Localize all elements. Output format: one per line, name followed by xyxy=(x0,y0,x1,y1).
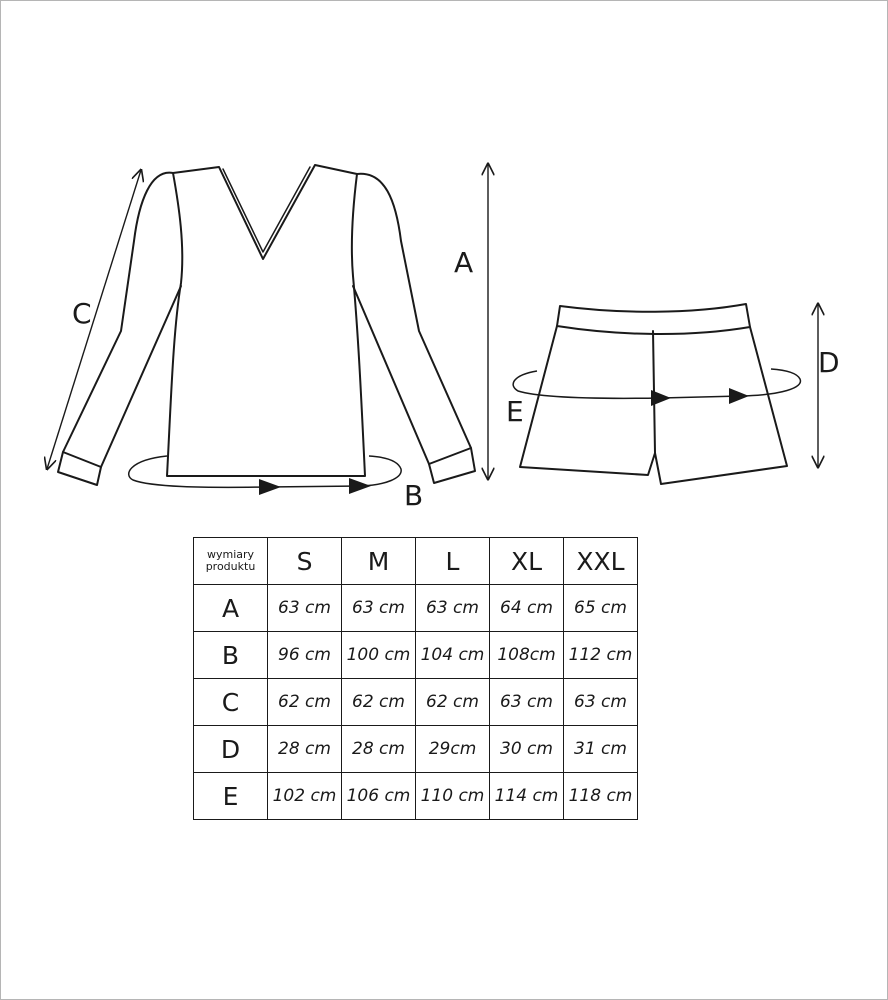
table-cell: 31 cm xyxy=(564,726,638,773)
table-cell: 118 cm xyxy=(564,773,638,820)
table-row xyxy=(194,585,638,632)
top-right-cuff xyxy=(429,448,475,483)
size-header-l: L xyxy=(416,538,490,585)
table-cell: 110 cm xyxy=(416,773,490,820)
measure-e-arrowhead-1 xyxy=(651,390,671,406)
table-cell: 62 cm xyxy=(342,679,416,726)
table-cell: 100 cm xyxy=(342,632,416,679)
corner-line-1: wymiary xyxy=(206,548,255,561)
top-left-cuff xyxy=(58,452,101,485)
table-cell: 96 cm xyxy=(268,632,342,679)
table-cell: 102 cm xyxy=(268,773,342,820)
measure-b-arrowhead-1 xyxy=(259,479,281,495)
label-b: B xyxy=(404,479,424,512)
table-row xyxy=(194,632,638,679)
table-cell: 63 cm xyxy=(490,679,564,726)
top-illustration xyxy=(58,165,475,485)
table-cell: 63 cm xyxy=(342,585,416,632)
measure-c-arrow xyxy=(47,170,141,469)
table-cell: 106 cm xyxy=(342,773,416,820)
table-cell: 28 cm xyxy=(342,726,416,773)
row-label: D xyxy=(194,726,268,773)
size-header-xl: XL xyxy=(490,538,564,585)
table-cell: 63 cm xyxy=(268,585,342,632)
table-cell: 28 cm xyxy=(268,726,342,773)
row-label: A xyxy=(194,585,268,632)
table-row xyxy=(194,773,638,820)
row-label: C xyxy=(194,679,268,726)
row-label: B xyxy=(194,632,268,679)
table-cell: 108cm xyxy=(490,632,564,679)
size-table xyxy=(193,537,638,820)
size-header-m: M xyxy=(342,538,416,585)
table-cell: 64 cm xyxy=(490,585,564,632)
table-cell: 30 cm xyxy=(490,726,564,773)
table-cell: 65 cm xyxy=(564,585,638,632)
table-corner-cell xyxy=(194,538,268,585)
label-c: C xyxy=(72,297,92,330)
top-body-outline xyxy=(167,165,365,476)
top-right-sleeve xyxy=(353,174,474,464)
garment-diagram xyxy=(1,1,888,521)
label-e: E xyxy=(506,395,524,428)
table-cell: 104 cm xyxy=(416,632,490,679)
top-neckline xyxy=(223,167,310,252)
label-d: D xyxy=(818,346,840,379)
measure-e-arrowhead-2 xyxy=(729,388,749,404)
size-header-xxl: XXL xyxy=(564,538,638,585)
table-cell: 63 cm xyxy=(564,679,638,726)
corner-line-2: produktu xyxy=(205,560,256,573)
size-header-s: S xyxy=(268,538,342,585)
table-cell: 112 cm xyxy=(564,632,638,679)
table-cell: 114 cm xyxy=(490,773,564,820)
table-cell: 29cm xyxy=(416,726,490,773)
row-label: E xyxy=(194,773,268,820)
table-row xyxy=(194,726,638,773)
label-a: A xyxy=(454,246,474,279)
table-row xyxy=(194,679,638,726)
size-header-row xyxy=(194,538,638,585)
shorts-waistband xyxy=(557,304,750,334)
table-cell: 62 cm xyxy=(268,679,342,726)
table-cell: 63 cm xyxy=(416,585,490,632)
table-cell: 62 cm xyxy=(416,679,490,726)
measure-b-arrowhead-2 xyxy=(349,478,371,494)
